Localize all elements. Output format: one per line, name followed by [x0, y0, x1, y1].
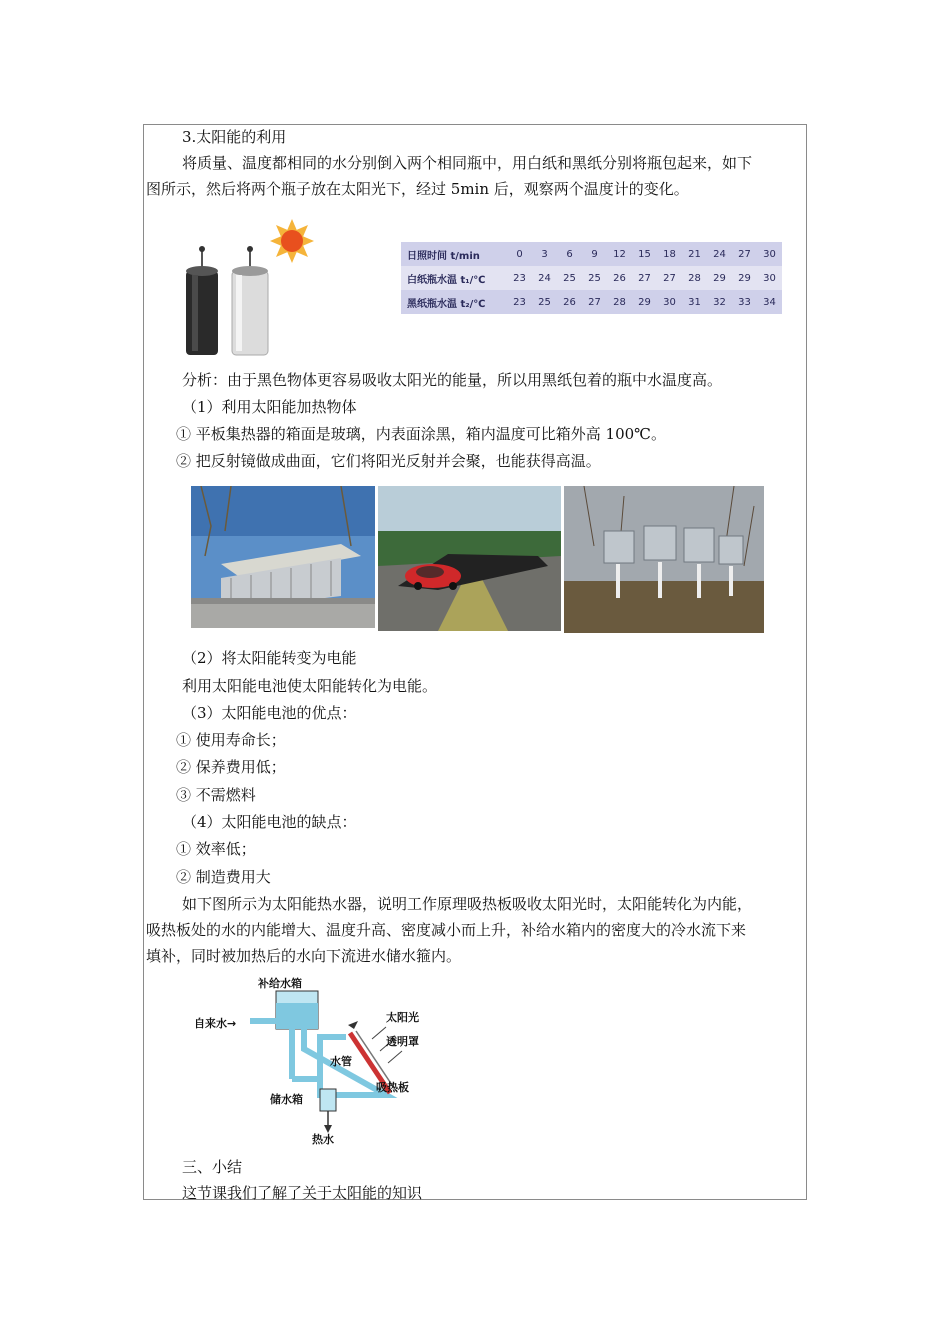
- adv-item: ③ 不需燃料: [176, 786, 256, 804]
- photo-solar-array: [564, 486, 764, 633]
- heater-line-1: 如下图所示为太阳能热水器，说明工作原理吸热板吸收太阳光时，太阳能转化为内能，: [182, 895, 753, 913]
- table-row: 日照时间 t/min 0 3 6 9 12 15 18 21 24 27 30: [401, 242, 782, 266]
- analysis-text: 分析：由于黑色物体更容易吸收太阳光的能量，所以用黑纸包着的瓶中水温度高。: [182, 371, 723, 389]
- label-supply-tank: 补给水箱: [258, 977, 302, 990]
- label-sunlight: 太阳光: [386, 1011, 419, 1024]
- dis-item: ① 效率低；: [176, 840, 256, 858]
- bottles-figure: [180, 211, 330, 359]
- heat-item: ① 平板集热器的箱面是玻璃，内表面涂黑，箱内温度可比箱外高 100℃。: [176, 425, 666, 443]
- dis-item: ② 制造费用大: [176, 868, 271, 886]
- section-title: 3.太阳能的利用: [182, 128, 287, 146]
- elec-title: （2）将太阳能转变为电能: [182, 649, 357, 667]
- label-storage-tank: 储水箱: [270, 1093, 303, 1106]
- dis-title: （4）太阳能电池的缺点：: [182, 813, 357, 831]
- label-tap-water: 自来水→: [194, 1017, 237, 1030]
- table-row: 白纸瓶水温 t₁/℃ 23 24 25 25 26 27 27 28 29 29 30: [401, 266, 782, 290]
- elec-text: 利用太阳能电池使太阳能转化为电能。: [182, 677, 438, 695]
- adv-item: ② 保养费用低；: [176, 758, 286, 776]
- summary-title: 三、小结: [182, 1158, 243, 1176]
- label-cover: 透明罩: [386, 1035, 419, 1048]
- photo-solar-car: [378, 486, 561, 631]
- label-hot-water: 热水: [312, 1133, 334, 1146]
- temperature-table: [401, 242, 782, 314]
- heater-line-2: 吸热板处的水的内能增大、温度升高、密度减小而上升，补给水箱内的密度大的冷水流下来: [146, 921, 747, 939]
- white-bottle: [232, 246, 268, 355]
- label-absorber: 吸热板: [376, 1081, 409, 1094]
- heater-line-3: 填补，同时被加热后的水向下流进水储水箍内。: [146, 947, 462, 965]
- adv-title: （3）太阳能电池的优点：: [182, 704, 357, 722]
- heat-item: ② 把反射镜做成曲面，它们将阳光反射并会聚，也能获得高温。: [176, 452, 601, 470]
- sun-icon: [270, 219, 314, 263]
- intro-line-2: 图所示，然后将两个瓶子放在太阳光下，经过 5min 后，观察两个温度计的变化。: [146, 180, 689, 198]
- table-row: 黑纸瓶水温 t₂/℃ 23 25 26 27 28 29 30 31 32 33 34: [401, 290, 782, 314]
- water-heater-diagram: [190, 975, 440, 1150]
- heat-title: （1）利用太阳能加热物体: [182, 398, 357, 416]
- content-frame: [143, 124, 807, 1200]
- summary-text: 这节课我们了解了关于太阳能的知识: [182, 1184, 423, 1202]
- black-bottle: [186, 246, 218, 355]
- intro-line-1: 将质量、温度都相同的水分别倒入两个相同瓶中，用白纸和黑纸分别将瓶包起来，如下: [182, 154, 753, 172]
- adv-item: ① 使用寿命长；: [176, 731, 286, 749]
- photo-solar-collector: [191, 486, 375, 628]
- label-pipe: 水管: [330, 1055, 352, 1068]
